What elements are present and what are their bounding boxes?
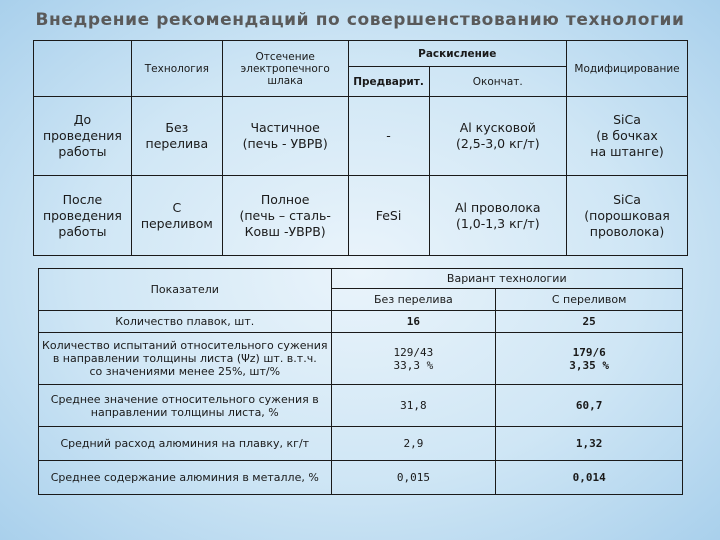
header-variant: Вариант технологии bbox=[331, 269, 682, 289]
row-modification: SiCa (в бочках на штанге) bbox=[567, 97, 688, 176]
row-technology: С переливом bbox=[131, 176, 222, 256]
header-col-without: Без перелива bbox=[331, 289, 496, 311]
header-col-with: С переливом bbox=[496, 289, 683, 311]
header-final: Окончат. bbox=[429, 67, 567, 97]
header-cutoff: Отсечение электропечного шлака bbox=[222, 41, 348, 97]
results-table bbox=[38, 268, 683, 495]
row-value-without: 16 bbox=[331, 311, 496, 333]
row-modification: SiCa (порошковая проволока) bbox=[567, 176, 688, 256]
table-row bbox=[39, 385, 683, 427]
row-value-with: 1,32 bbox=[496, 427, 683, 461]
row-value-with: 179/6 3,35 % bbox=[496, 333, 683, 385]
row-value-without: 2,9 bbox=[331, 427, 496, 461]
row-value-with: 0,014 bbox=[496, 461, 683, 495]
header-modification: Модифицирование bbox=[567, 41, 688, 97]
header-empty-cell bbox=[34, 41, 132, 97]
table-row bbox=[39, 461, 683, 495]
row-prelim: - bbox=[348, 97, 429, 176]
row-label: Среднее значение относительного сужения в направлении толщины листа, % bbox=[39, 385, 332, 427]
row-technology: Без перелива bbox=[131, 97, 222, 176]
table-row bbox=[39, 311, 683, 333]
table-row bbox=[39, 333, 683, 385]
row-cutoff: Полное (печь – сталь- Ковш -УВРВ) bbox=[222, 176, 348, 256]
header-deoxidation: Раскисление bbox=[348, 41, 566, 67]
row-cutoff: Частичное (печь - УВРВ) bbox=[222, 97, 348, 176]
row-value-without: 129/43 33,3 % bbox=[331, 333, 496, 385]
header-prelim: Предварит. bbox=[348, 67, 429, 97]
row-value-with: 25 bbox=[496, 311, 683, 333]
row-label: После проведения работы bbox=[34, 176, 132, 256]
header-indicators: Показатели bbox=[39, 269, 332, 311]
row-prelim: FeSi bbox=[348, 176, 429, 256]
row-label: Средний расход алюминия на плавку, кг/т bbox=[39, 427, 332, 461]
table-row bbox=[39, 427, 683, 461]
table-row bbox=[34, 176, 688, 256]
row-value-without: 0,015 bbox=[331, 461, 496, 495]
table-row bbox=[34, 97, 688, 176]
row-final: Al проволока (1,0-1,3 кг/т) bbox=[429, 176, 567, 256]
row-value-without: 31,8 bbox=[331, 385, 496, 427]
row-value-with: 60,7 bbox=[496, 385, 683, 427]
row-label: Количество испытаний относительного сужения в направлении толщины листа (Ψz) шт. в.т.ч. со значениями менее 25%, шт/% bbox=[39, 333, 332, 385]
header-technology: Технология bbox=[131, 41, 222, 97]
row-label: Количество плавок, шт. bbox=[39, 311, 332, 333]
technology-comparison-table bbox=[33, 40, 688, 256]
row-label: Среднее содержание алюминия в металле, % bbox=[39, 461, 332, 495]
row-final: Al кусковой (2,5-3,0 кг/т) bbox=[429, 97, 567, 176]
row-label: До проведения работы bbox=[34, 97, 132, 176]
page-title: Внедрение рекомендаций по совершенствованию технологии bbox=[35, 10, 685, 30]
